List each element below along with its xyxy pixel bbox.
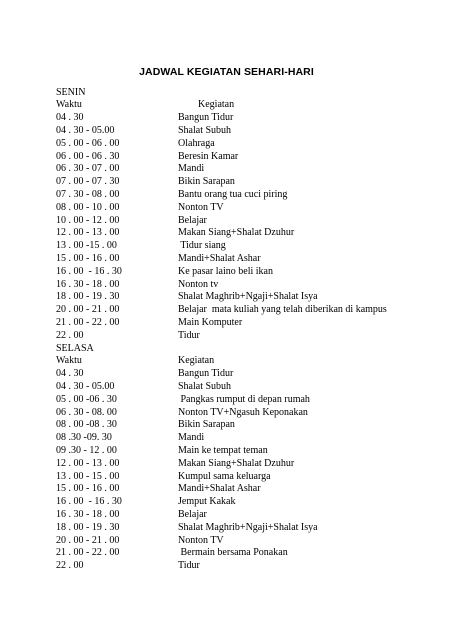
schedule-header-row [56,99,436,112]
schedule-row [56,368,436,381]
activity-cell: Nonton tv [178,278,219,290]
schedule-row [56,138,436,151]
schedule-row [56,496,436,509]
time-cell: 16 . 00 - 16 . 30 [56,265,122,277]
time-cell: 22 . 00 [56,560,84,572]
activity-cell: Shalat Subuh [178,380,232,392]
time-cell: 08 . 00 - 10 . 00 [56,201,120,213]
activity-cell: Jemput Kakak [178,496,236,508]
schedule-row [56,458,436,471]
time-cell: 07 . 00 - 07 . 30 [56,176,120,188]
time-cell: 20 . 00 - 21 . 00 [56,534,120,546]
activity-cell: Mandi [178,432,205,444]
activity-cell: Nonton TV [178,201,224,213]
activity-cell: Shalat Subuh [178,124,232,136]
activity-cell: Makan Siang+Shalat Dzuhur [178,227,295,239]
time-cell: 06 . 30 - 08. 00 [56,406,117,418]
activity-cell: Bikin Sarapan [178,176,235,188]
activity-cell: Nonton TV+Ngasuh Keponakan [178,406,308,418]
schedule-row [56,253,436,266]
time-cell: 12 . 00 - 13 . 00 [56,227,120,239]
schedule-row [56,215,436,228]
time-cell: 06 . 30 - 07 . 00 [56,163,120,175]
time-cell: 21 . 00 - 22 . 00 [56,547,120,559]
time-cell: 05 . 00 - 06 . 00 [56,137,120,149]
time-cell: 16 . 30 - 18 . 00 [56,508,120,520]
schedule-row [56,330,436,343]
schedule-row [56,125,436,138]
activity-cell: Shalat Maghrib+Ngaji+Shalat Isya [178,521,318,533]
time-cell: 04 . 30 [56,368,84,380]
schedule-row [56,394,436,407]
time-cell: 18 . 00 - 19 . 30 [56,291,120,303]
time-cell: 08 .30 -09. 30 [56,432,112,444]
activity-cell: Makan Siang+Shalat Dzuhur [178,457,295,469]
schedule-row [56,112,436,125]
schedule-row [56,432,436,445]
schedule-row [56,535,436,548]
activity-cell: Shalat Maghrib+Ngaji+Shalat Isya [178,291,318,303]
activity-cell: Kumpul sama keluarga [178,470,271,482]
schedule-row [56,202,436,215]
header-activity-label: Kegiatan [178,355,215,367]
activity-cell: Bermain bersama Ponakan [178,547,288,559]
schedule-row [56,227,436,240]
activity-cell: Tidur siang [178,240,226,252]
schedule-row [56,189,436,202]
schedule-row [56,151,436,164]
activity-cell: Nonton TV [178,534,224,546]
schedule-row [56,509,436,522]
activity-cell: Mandi+Shalat Ashar [178,483,261,495]
activity-cell: Tidur [178,560,200,572]
schedule-row [56,522,436,535]
activity-cell: Tidur [178,329,200,341]
schedule-header-row [56,355,436,368]
schedule-row [56,163,436,176]
activity-cell: Ke pasar laino beli ikan [178,265,273,277]
time-cell: 09 .30 - 12 . 00 [56,444,117,456]
activity-cell: Bantu orang tua cuci piring [178,188,288,200]
activity-cell: Bangun Tidur [178,112,234,124]
page-title: JADWAL KEGIATAN SEHARI-HARI [139,66,314,78]
schedule-row [56,419,436,432]
time-cell: 04 . 30 - 05.00 [56,380,115,392]
schedule-row [56,279,436,292]
schedule-row [56,381,436,394]
activity-cell: Main ke tempat teman [178,444,268,456]
schedule-row [56,304,436,317]
time-cell: 04 . 30 [56,112,84,124]
activity-cell: Mandi+Shalat Ashar [178,252,261,264]
schedule-row [56,317,436,330]
time-cell: 22 . 00 [56,329,84,341]
activity-cell: Bangun Tidur [178,368,234,380]
schedule-row [56,291,436,304]
schedule-row [56,471,436,484]
activity-cell: Bikin Sarapan [178,419,235,431]
schedule-row [56,560,436,573]
time-cell: 05 . 00 -06 . 30 [56,393,117,405]
time-cell: 15 . 00 - 16 . 00 [56,252,120,264]
time-cell: 13 . 00 -15 . 00 [56,240,117,252]
schedule-row [56,266,436,279]
time-cell: 12 . 00 - 13 . 00 [56,457,120,469]
time-cell: 16 . 00 - 16 . 30 [56,496,122,508]
time-cell: 13 . 00 - 15 . 00 [56,470,120,482]
time-cell: 07 . 30 - 08 . 00 [56,188,120,200]
header-time-label: Waktu [56,355,82,367]
schedule-row [56,547,436,560]
schedule-row [56,483,436,496]
time-cell: 10 . 00 - 12 . 00 [56,214,120,226]
time-cell: 04 . 30 - 05.00 [56,124,115,136]
schedule-row [56,407,436,420]
activity-cell: Pangkas rumput di depan rumah [178,393,310,405]
day-heading: SENIN [56,86,86,98]
time-cell: 18 . 00 - 19 . 30 [56,521,120,533]
activity-cell: Belajar mata kuliah yang telah diberikan di kampus [178,304,387,316]
day-heading: SELASA [56,342,94,354]
time-cell: 15 . 00 - 16 . 00 [56,483,120,495]
time-cell: 21 . 00 - 22 . 00 [56,316,120,328]
activity-cell: Belajar [178,508,207,520]
schedule-row [56,240,436,253]
schedule-row [56,445,436,458]
time-cell: 16 . 30 - 18 . 00 [56,278,120,290]
activity-cell: Mandi [178,163,205,175]
activity-cell: Belajar [178,214,207,226]
activity-cell: Beresin Kamar [178,150,239,162]
time-cell: 06 . 00 - 06 . 30 [56,150,120,162]
activity-cell: Olahraga [178,137,215,149]
activity-cell: Main Komputer [178,316,243,328]
time-cell: 08 . 00 -08 . 30 [56,419,117,431]
time-cell: 20 . 00 - 21 . 00 [56,304,120,316]
header-activity-label: Kegiatan [178,99,235,111]
schedule-row [56,176,436,189]
header-time-label: Waktu [56,99,82,111]
